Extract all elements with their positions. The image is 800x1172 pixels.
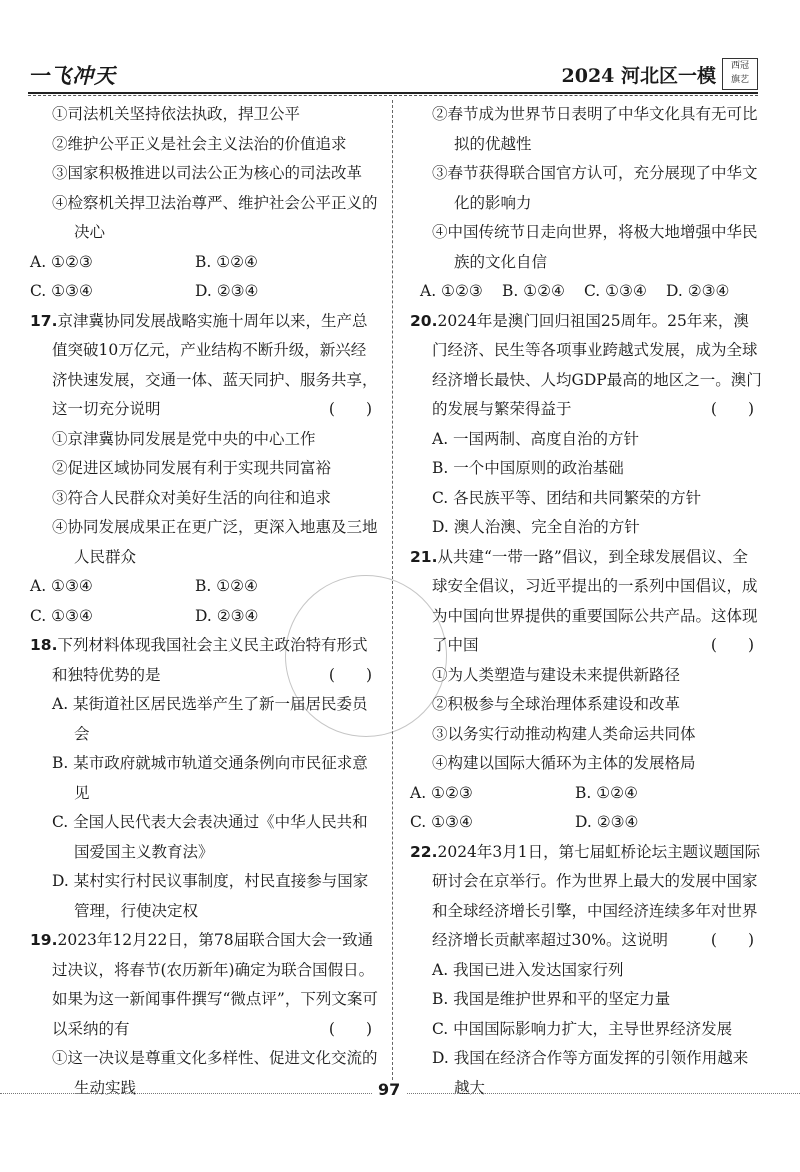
- q18-choice-c: C. 全国人民代表大会表决通过《中华人民共和国爱国主义教育法》: [52, 813, 368, 861]
- q17-answer-b: B. ①②④: [195, 577, 258, 595]
- q21-option-3: ③以务实行动推动构建人类命运共同体: [432, 724, 696, 743]
- q16-answer-a: A. ①②③: [30, 252, 93, 271]
- q16-answer-b: B. ①②④: [195, 252, 258, 271]
- q20-stem: [410, 307, 762, 425]
- q17-answer-d: D. ②③④: [195, 606, 259, 625]
- brand-title: 一飞冲天: [28, 64, 116, 88]
- q19-option-3: ③春节获得联合国官方认可，充分展现了中华文化的影响力: [432, 164, 758, 212]
- q18-number: 18.: [30, 636, 58, 654]
- q21-number: 21.: [410, 547, 438, 566]
- right-column: [410, 100, 762, 1103]
- q19-stem: [30, 926, 380, 1044]
- q17-answer-a: A. ①③④: [30, 577, 93, 595]
- q19-answers-row: [420, 277, 762, 307]
- q21-answers-row-2: [410, 808, 762, 838]
- q22-number: 22.: [410, 842, 438, 861]
- q19-answer-a: A. ①②③: [420, 282, 483, 300]
- question-19-continued: [410, 100, 762, 307]
- header-rule-dashed: [28, 95, 758, 96]
- q20-answer-bracket: ( ): [710, 400, 754, 418]
- q19-option-4: ④中国传统节日走向世界，将极大地增强中华民族的文化自信: [432, 223, 758, 271]
- question-19: [30, 926, 380, 1103]
- q17-stem: [30, 307, 380, 425]
- q19-option-1: ①这一决议是尊重文化多样性、促进文化交流的生动实践: [52, 1049, 378, 1097]
- q19-answer-bracket: ( ): [328, 1019, 372, 1038]
- q17-option-1: ①京津冀协同发展是党中央的中心工作: [52, 429, 316, 448]
- q18-stem: [30, 631, 380, 690]
- q16-option-2: ②维护公平正义是社会主义法治的价值追求: [52, 134, 347, 153]
- q19-answer-d: D. ②③④: [666, 282, 730, 300]
- q22-choice-b: B. 我国是维护世界和平的坚定力量: [432, 990, 671, 1008]
- q16-option-1: ①司法机关坚持依法执政，捍卫公平: [52, 105, 301, 123]
- page-header: [28, 58, 758, 92]
- page-number: 97: [372, 1080, 406, 1099]
- q20-number: 20.: [410, 311, 438, 330]
- q19-stem-text: 2023年12月22日，第78届联合国大会一致通过决议，将春节(农历新年)确定为联合国假日。如果为这一新闻事件撰写“微点评”，下列文案可以采纳的有: [52, 931, 378, 1038]
- q20-choice-b: B. 一个中国原则的政治基础: [432, 459, 624, 477]
- q21-answer-c: C. ①③④: [410, 813, 473, 831]
- q19-answer-c: C. ①③④: [584, 282, 647, 300]
- question-21: [410, 543, 762, 838]
- q22-answer-bracket: ( ): [710, 931, 754, 949]
- q20-choice-a: A. 一国两制、高度自治的方针: [432, 429, 640, 448]
- logo-line-1: 西冠: [730, 61, 749, 71]
- question-20: [410, 307, 762, 543]
- q16-option-3: ③国家积极推进以司法公正为核心的司法改革: [52, 164, 363, 182]
- q17-answer-c: C. ①③④: [30, 606, 93, 625]
- question-18: [30, 631, 380, 926]
- q16-option-4: ④检察机关捍卫法治尊严、维护社会公平正义的决心: [52, 193, 378, 241]
- q18-answer-bracket: ( ): [328, 665, 372, 684]
- q21-stem: [410, 543, 762, 661]
- q21-stem-text: 从共建“一带一路”倡议，到全球发展倡议、全球安全倡议，习近平提出的一系列中国倡议，成为中国向世界提供的重要国际公共产品。这体现了中国: [432, 547, 758, 654]
- q21-option-2: ②积极参与全球治理体系建设和改革: [432, 695, 681, 713]
- q22-stem-text: 2024年3月1日，第七届虹桥论坛主题议题国际研讨会在京举行。作为世界上最大的发展中国家和全球经济增长引擎，中国经济连续多年对世界经济增长贡献率超过30%。这说明: [432, 842, 761, 949]
- publisher-logo-icon: [722, 58, 758, 90]
- left-column: [30, 100, 380, 1103]
- q18-choice-d: D. 某村实行村民议事制度，村民直接参与国家管理，行使决定权: [52, 872, 369, 920]
- q16-answers-row-2: [30, 277, 380, 307]
- q22-choice-d: D. 我国在经济合作等方面发挥的引领作用越来越大: [432, 1049, 749, 1097]
- q17-option-3: ③符合人民群众对美好生活的向往和追求: [52, 488, 332, 507]
- q17-option-4: ④协同发展成果正在更广泛，更深入地惠及三地人民群众: [52, 518, 378, 566]
- logo-line-2: 旗艺: [730, 75, 749, 85]
- q19-option-2: ②春节成为世界节日表明了中华文化具有无可比拟的优越性: [432, 105, 758, 153]
- q16-answer-c: C. ①③④: [30, 282, 93, 300]
- q22-choice-c: C. 中国国际影响力扩大，主导世界经济发展: [432, 1019, 733, 1038]
- q20-choice-d: D. 澳人治澳、完全自治的方针: [432, 518, 640, 536]
- q22-stem: [410, 838, 762, 956]
- q20-stem-text: 2024年是澳门回归祖国25周年。25年来，澳门经济、民生等各项事业跨越式发展，成为全球经济增长最快、人均GDP最高的地区之一。澳门的发展与繁荣得益于: [432, 311, 762, 418]
- column-divider: [392, 100, 393, 1085]
- q20-choice-c: C. 各民族平等、团结和共同繁荣的方针: [432, 488, 702, 507]
- q21-answer-a: A. ①②③: [410, 783, 473, 802]
- question-17: [30, 307, 380, 632]
- q21-option-1: ①为人类塑造与建设未来提供新路径: [432, 665, 681, 684]
- q17-option-2: ②促进区域协同发展有利于实现共同富裕: [52, 459, 332, 477]
- q19-answer-b: B. ①②④: [502, 282, 565, 300]
- q21-answers-row-1: [410, 779, 762, 809]
- question-16-continued: [30, 100, 380, 307]
- q21-answer-b: B. ①②④: [575, 783, 638, 802]
- q17-answer-bracket: ( ): [328, 400, 372, 418]
- q17-answers-row-2: [30, 602, 380, 632]
- q18-choice-a: A. 某街道社区居民选举产生了新一届居民委员会: [52, 695, 368, 743]
- q17-number: 17.: [30, 311, 58, 330]
- q16-answers-row-1: [30, 248, 380, 278]
- q21-option-4: ④构建以国际大循环为主体的发展格局: [432, 754, 696, 772]
- header-rule: [28, 92, 758, 94]
- q21-answer-bracket: ( ): [710, 636, 754, 654]
- q17-stem-text: 京津冀协同发展战略实施十周年以来，生产总值突破10万亿元，产业结构不断升级，新兴经济快速发展，交通一体、蓝天同护、服务共享，这一切充分说明: [52, 311, 378, 418]
- question-22: [410, 838, 762, 1104]
- q22-choice-a: A. 我国已进入发达国家行列: [432, 960, 624, 979]
- q18-stem-text: 下列材料体现我国社会主义民主政治特有形式和独特优势的是: [52, 636, 368, 684]
- q17-answers-row-1: [30, 572, 380, 602]
- q18-choice-b: B. 某市政府就城市轨道交通条例向市民征求意见: [52, 754, 368, 802]
- exam-series-title: 2024 河北区一模: [561, 65, 716, 87]
- q16-answer-d: D. ②③④: [195, 282, 259, 300]
- q21-answer-d: D. ②③④: [575, 813, 639, 831]
- q19-number: 19.: [30, 931, 58, 949]
